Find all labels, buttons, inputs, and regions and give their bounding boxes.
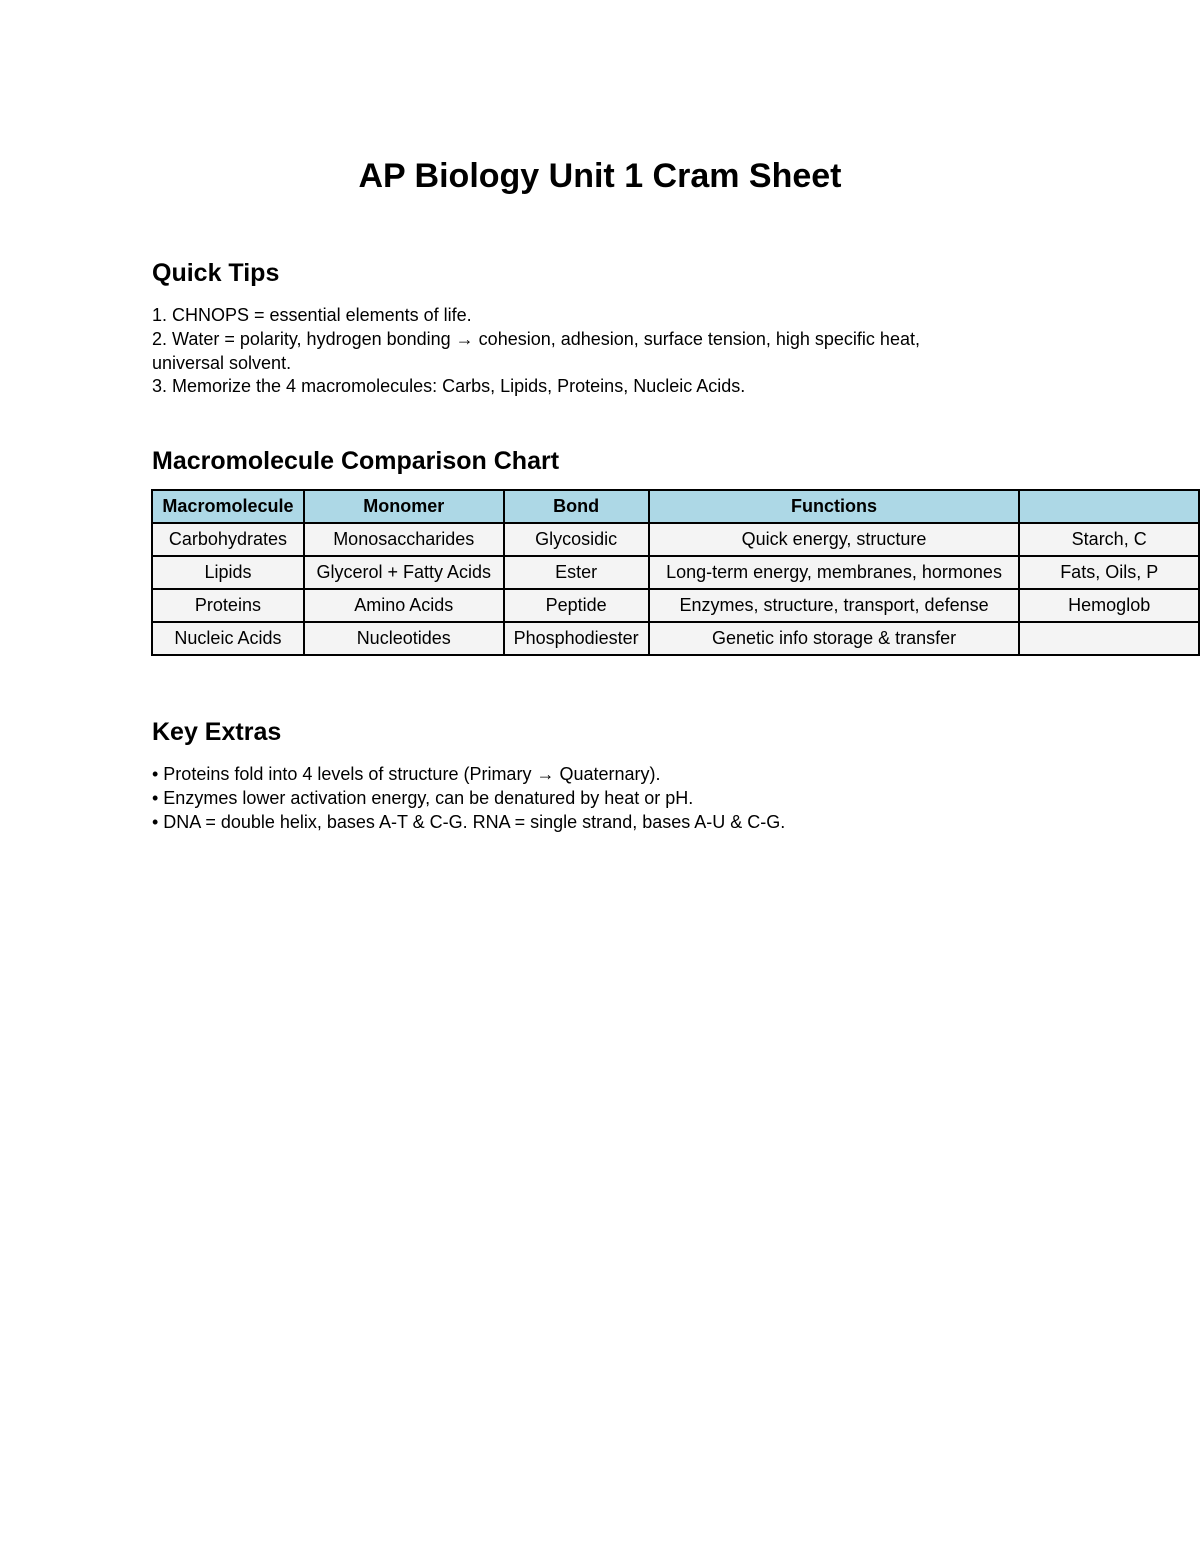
- table-cell: Lipids: [152, 556, 304, 589]
- quick-tip-1: 1. CHNOPS = essential elements of life.: [152, 305, 472, 325]
- macromolecule-comparison-table: [151, 489, 1200, 656]
- table-row: [152, 622, 1199, 655]
- column-header-macromolecule: Macromolecule: [152, 490, 304, 523]
- table-cell: Nucleic Acids: [152, 622, 304, 655]
- table-cell: Monosaccharides: [304, 523, 504, 556]
- table-cell: Ester: [504, 556, 649, 589]
- table-header-row: [152, 490, 1199, 523]
- table-cell: Quick energy, structure: [649, 523, 1020, 556]
- quick-tips-heading: Quick Tips: [152, 259, 280, 287]
- column-header-bond: Bond: [504, 490, 649, 523]
- table-cell: Glycerol + Fatty Acids: [304, 556, 504, 589]
- quick-tip-2-continued: universal solvent.: [152, 353, 292, 373]
- key-extra-item: • Proteins fold into 4 levels of structure (Primary → Quaternary).: [152, 764, 661, 784]
- table-cell: Amino Acids: [304, 589, 504, 622]
- column-header-functions: Functions: [649, 490, 1020, 523]
- table-row: [152, 589, 1199, 622]
- quick-tip-3: 3. Memorize the 4 macromolecules: Carbs, Lipids, Proteins, Nucleic Acids.: [152, 376, 746, 396]
- table-cell: Phosphodiester: [504, 622, 649, 655]
- table-cell: Fats, Oils, P: [1019, 556, 1199, 589]
- table-cell: Hemoglob: [1019, 589, 1199, 622]
- key-extra-item: • Enzymes lower activation energy, can be denatured by heat or pH.: [152, 788, 694, 808]
- table-row: [152, 523, 1199, 556]
- table-cell: Nucleotides: [304, 622, 504, 655]
- column-header-examples: [1019, 490, 1199, 523]
- table-cell: Carbohydrates: [152, 523, 304, 556]
- table-row: [152, 556, 1199, 589]
- quick-tip-2: 2. Water = polarity, hydrogen bonding → cohesion, adhesion, surface tension, high specific heat,: [152, 329, 920, 349]
- page-title: AP Biology Unit 1 Cram Sheet: [358, 157, 842, 195]
- table-cell: Glycosidic: [504, 523, 649, 556]
- comparison-chart-heading: Macromolecule Comparison Chart: [152, 447, 560, 475]
- table-cell: Enzymes, structure, transport, defense: [649, 589, 1020, 622]
- key-extra-item: • DNA = double helix, bases A-T & C-G. RNA = single strand, bases A-U & C-G.: [152, 812, 786, 832]
- table-cell: Starch, C: [1019, 523, 1199, 556]
- table-cell: Peptide: [504, 589, 649, 622]
- table-cell: Proteins: [152, 589, 304, 622]
- table-cell: Long-term energy, membranes, hormones: [649, 556, 1020, 589]
- column-header-monomer: Monomer: [304, 490, 504, 523]
- table-cell: Genetic info storage & transfer: [649, 622, 1020, 655]
- table-cell: [1019, 622, 1199, 655]
- key-extras-heading: Key Extras: [152, 718, 282, 746]
